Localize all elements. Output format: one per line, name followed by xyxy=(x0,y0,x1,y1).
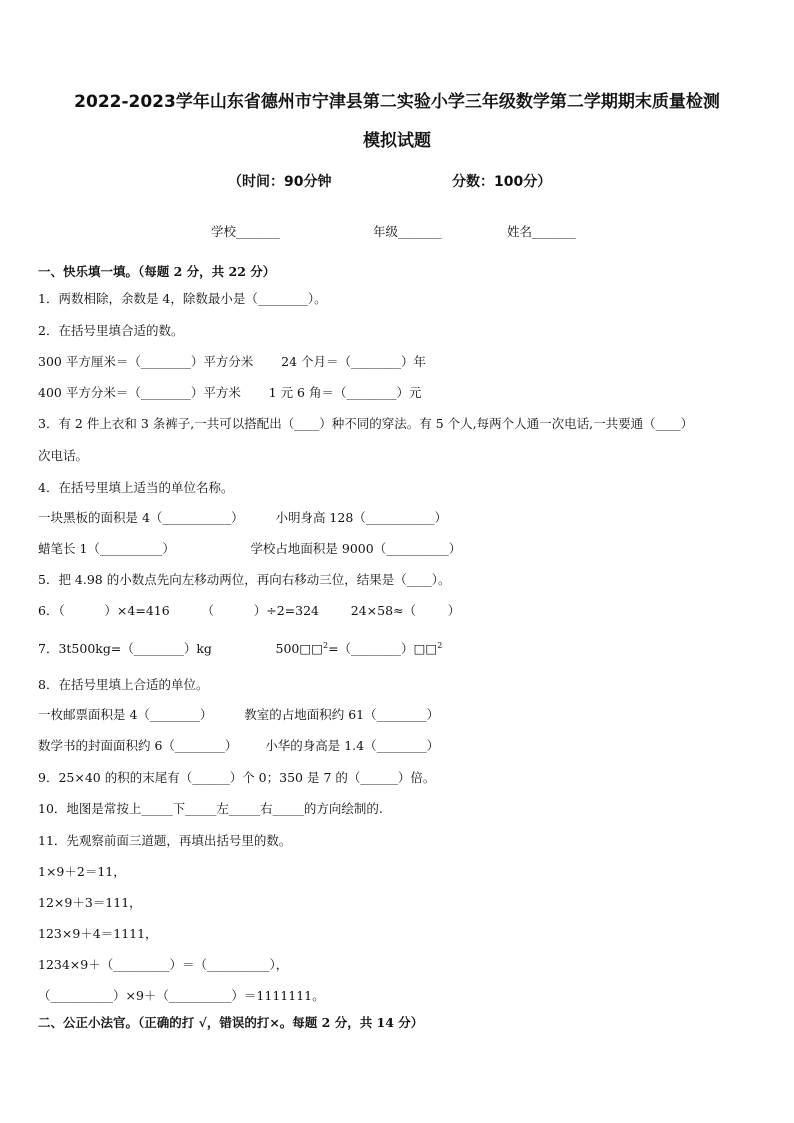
question-2: 2．在括号里填合适的数。 xyxy=(38,323,184,338)
question-2-line-a: 300 平方厘米＝（________）平方分米 24 个月＝（________）年 xyxy=(38,354,427,369)
question-2-line-b: 400 平方分米＝（________）平方米 1 元 6 角＝（________）元 xyxy=(38,385,422,400)
area-unit-symbol-2: □□ xyxy=(413,641,438,656)
question-4: 4．在括号里填上适当的单位名称。 xyxy=(38,480,234,495)
question-3-line-2: 次电话。 xyxy=(38,448,89,463)
section-1-heading: 一、快乐填一填。（每题 2 分，共 22 分） xyxy=(38,264,276,279)
question-11-line-b: 12×9＋3＝111， xyxy=(38,895,142,910)
question-8-line-a: 一枚邮票面积是 4（________） 教室的占地面积约 61（________） xyxy=(38,707,440,722)
question-1: 1．两数相除，余数是 4，除数最小是（________）。 xyxy=(38,291,327,306)
question-4-line-a: 一块黑板的面积是 4（___________） 小明身高 128（___________） xyxy=(38,510,448,525)
question-11-line-e: （__________）×9＋（__________）＝1111111。 xyxy=(38,988,325,1003)
question-7-part-a: 7．3t500kg=（________）kg 500 xyxy=(38,641,300,656)
question-8: 8．在括号里填上合适的单位。 xyxy=(38,677,209,692)
question-9: 9．25×40 的积的末尾有（______）个 0；350 是 7 的（______）倍。 xyxy=(38,770,436,785)
question-11-line-d: 1234×9＋（_________）＝（__________）， xyxy=(38,957,289,972)
question-5: 5．把 4.98 的小数点先向左移动两位，再向右移动三位，结果是（____）。 xyxy=(38,572,451,587)
question-11: 11．先观察前面三道题，再填出括号里的数。 xyxy=(38,833,292,848)
question-8-line-b: 数学书的封面面积约 6（________） 小华的身高是 1.4（________） xyxy=(38,738,440,753)
exam-time: （时间：90分钟 xyxy=(228,174,332,190)
question-11-line-a: 1×9＋2＝11， xyxy=(38,864,126,879)
section-2-heading: 二、公正小法官。（正确的打 √，错误的打×。每题 2 分，共 14 分） xyxy=(38,1015,424,1030)
squared-exponent: 2 xyxy=(322,640,329,650)
question-4-line-b: 蜡笔长 1（__________） 学校占地面积是 9000（__________） xyxy=(38,541,462,556)
question-7 xyxy=(38,641,442,657)
exam-score: 分数：100分） xyxy=(452,174,552,190)
grade-field: 年级_______ xyxy=(373,224,442,239)
squared-exponent-2: 2 xyxy=(437,640,443,650)
area-unit-symbol: □□ xyxy=(299,641,323,656)
question-3-line-1: 3．有 2 件上衣和 3 条裤子,一共可以搭配出（____）种不同的穿法。有 5 个人,每两个人通一次电话,一共要通（____） xyxy=(38,416,694,431)
school-field: 学校_______ xyxy=(211,224,280,239)
question-11-line-c: 123×9＋4＝1111， xyxy=(38,926,158,941)
name-field: 姓名_______ xyxy=(507,224,576,239)
exam-title-line-2: 模拟试题 xyxy=(363,131,431,151)
question-7-part-b: =（________） xyxy=(328,641,414,656)
question-6: 6．（ ）×4=416 （ ）÷2=324 24×58≈（ ） xyxy=(38,603,461,618)
question-10: 10．地图是常按上_____下_____左_____右_____的方向绘制的. xyxy=(38,801,383,816)
exam-title-line-1: 2022-2023学年山东省德州市宁津县第二实验小学三年级数学第二学期期末质量检测 xyxy=(74,92,720,112)
